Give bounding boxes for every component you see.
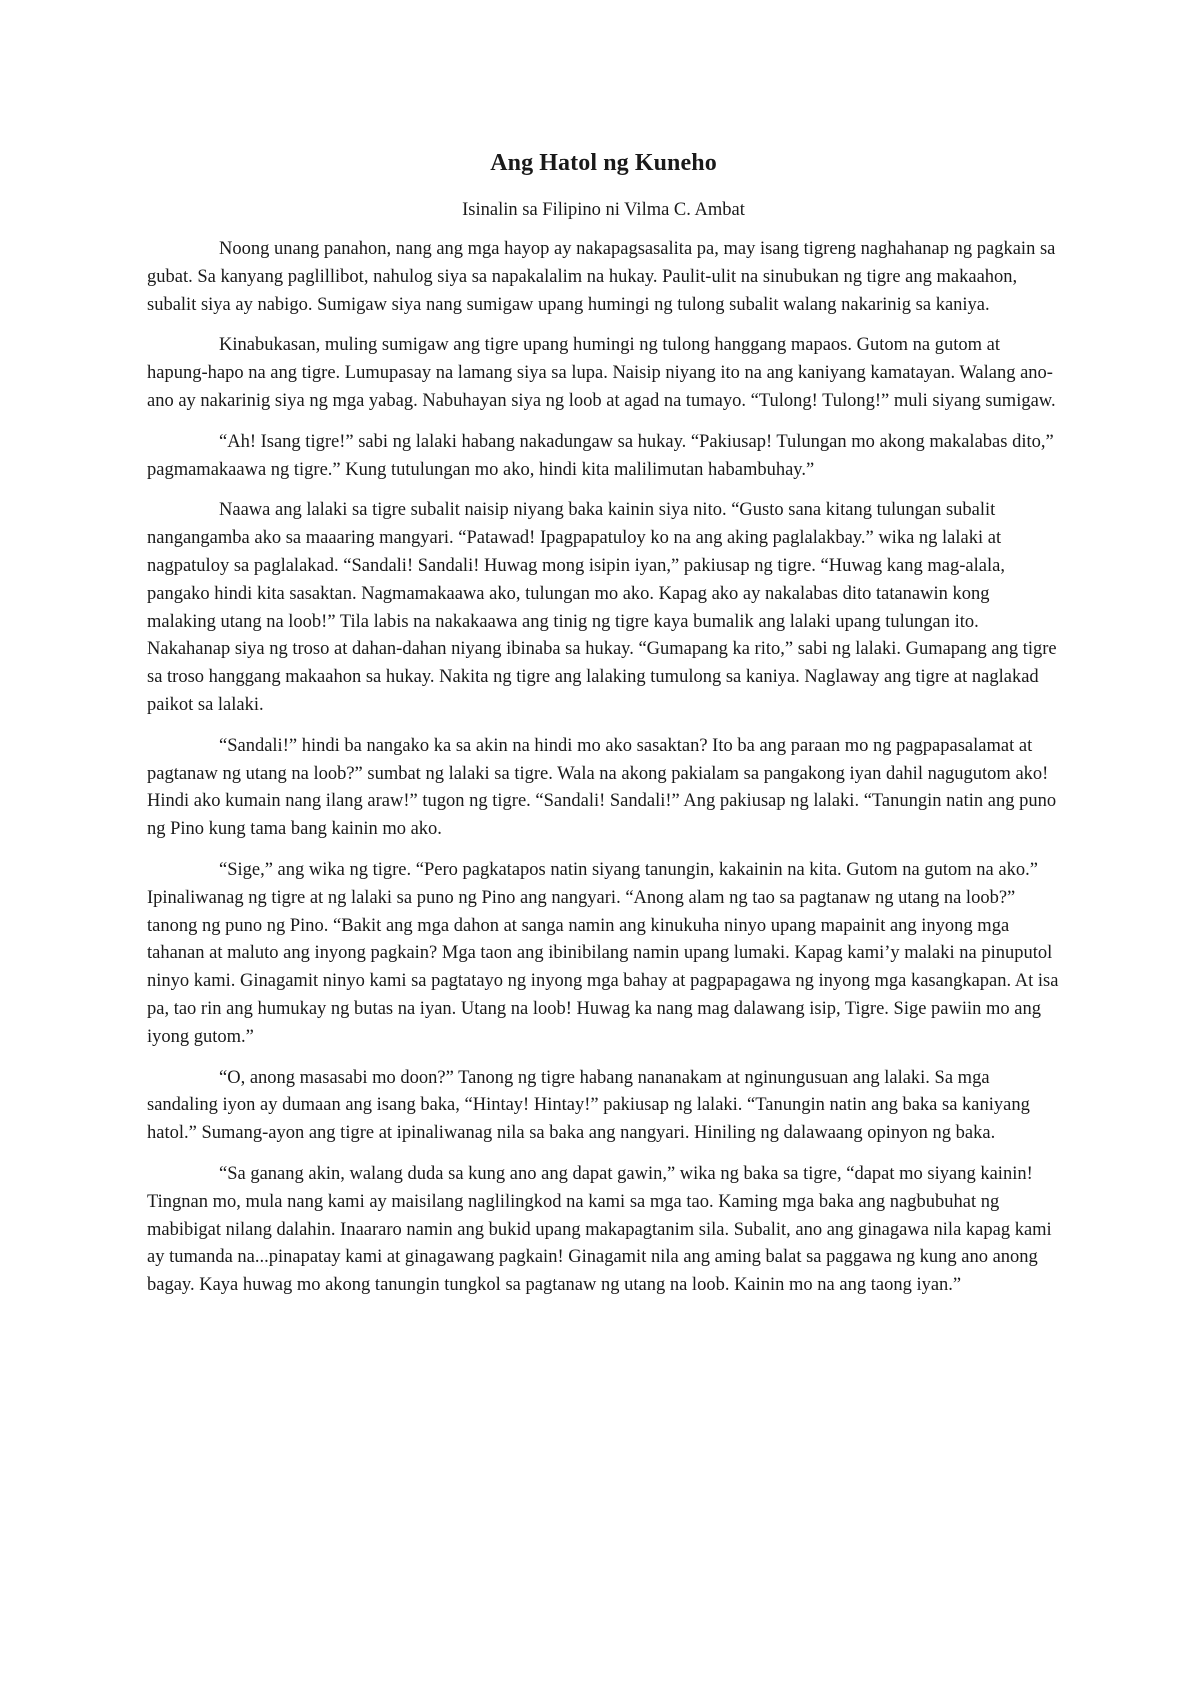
document-title: Ang Hatol ng Kuneho xyxy=(490,150,717,176)
paragraph: “Ah! Isang tigre!” sabi ng lalaki habang nakadungaw sa hukay. “Pakiusap! Tulungan mo akong makalabas dito,” pagmamakaawa ng tigre.” Kung tutulungan mo ako, hindi kita malilimutan habambuhay.” xyxy=(147,431,1054,480)
paragraph: Naawa ang lalaki sa tigre subalit naisip niyang baka kainin siya nito. “Gusto sana kitang tulungan subalit nangangamba ako sa maaaring mangyari. “Patawad! Ipagpapatuloy ko na ang aking paglalakbay.” wika ng lalaki at nagpatuloy sa paglalakad. “Sandali! Sandali! Huwag mong isipin iyan,” pakiusap ng tigre. “Huwag kang mag-alala, pangako hindi kita sasaktan. Nagmamakaawa ako, tulungan mo ako. Kapag ako ay nakalabas dito tatanawin kong malaking utang na loob!” Tila labis na nakakaawa ang tinig ng tigre kaya bumalik ang lalaki upang tulungan ito. Nakahanap siya ng troso at dahan-dahan niyang ibinaba sa hukay. “Gumapang ka rito,” sabi ng lalaki. Gumapang ang tigre sa troso hanggang makaahon sa hukay. Nakita ng tigre ang lalaking tumulong sa kaniya. Naglaway ang tigre at naglakad paikot sa lalaki. xyxy=(147,500,1057,715)
document-body xyxy=(147,236,1060,1300)
paragraph: “Sige,” ang wika ng tigre. “Pero pagkatapos natin siyang tanungin, kakainin na kita. Gutom na gutom na ako.” Ipinaliwanag ng tigre at ng lalaki sa puno ng Pino ang nangyari. “Anong alam ng tao sa pagtanaw ng utang na loob?” tanong ng puno ng Pino. “Bakit ang mga dahon at sanga namin ang kinukuha ninyo upang mapainit ang inyong mga tahanan at maluto ang inyong pagkain? Mga taon ang ibinibilang namin upang lumaki. Kapag kami’y malaki na pinuputol ninyo kami. Ginagamit ninyo kami sa pagtatayo ng inyong mga bahay at pagpapagawa ng inyong mga kasangkapan. At isa pa, tao rin ang humukay ng butas na iyan. Utang na loob! Huwag ka nang mag dalawang isip, Tigre. Sige pawiin mo ang iyong gutom.” xyxy=(147,859,1059,1047)
paragraph: “Sandali!” hindi ba nangako ka sa akin na hindi mo ako sasaktan? Ito ba ang paraan mo ng pagpapasalamat at pagtanaw ng utang na loob?” sumbat ng lalaki sa tigre. Wala na akong pakialam sa pangakong iyan dahil nagugutom ako! Hindi ako kumain nang ilang araw!” tugon ng tigre. “Sandali! Sandali!” Ang pakiusap ng lalaki. “Tanungin natin ang puno ng Pino kung tama bang kainin mo ako. xyxy=(147,735,1057,840)
document-subtitle: Isinalin sa Filipino ni Vilma C. Ambat xyxy=(462,200,745,220)
paragraph: “Sa ganang akin, walang duda sa kung ano ang dapat gawin,” wika ng baka sa tigre, “dapat mo siyang kainin! Tingnan mo, mula nang kami ay maisilang naglilingkod na kami sa mga tao. Kaming mga baka ang nagbubuhat ng mabibigat nilang dalahin. Inaararo namin ang bukid upang makapagtanim sila. Subalit, ano ang ginagawa nila kapag kami ay tumanda na...pinapatay kami at ginagawang pagkain! Ginagamit nila ang aming balat sa paggawa ng kung ano anong bagay. Kaya huwag mo akong tanungin tungkol sa pagtanaw ng utang na loob. Kainin mo na ang taong iyan.” xyxy=(147,1163,1052,1296)
paragraph: “O, anong masasabi mo doon?” Tanong ng tigre habang nananakam at nginungusuan ang lalaki. Sa mga sandaling iyon ay dumaan ang isang baka, “Hintay! Hintay!” pakiusap ng lalaki. “Tanungin natin ang baka sa kaniyang hatol.” Sumang-ayon ang tigre at ipinaliwanag nila sa baka ang nangyari. Hiniling ng dalawaang opinyon ng baka. xyxy=(147,1067,1030,1144)
paragraph: Noong unang panahon, nang ang mga hayop ay nakapagsasalita pa, may isang tigreng naghahanap ng pagkain sa gubat. Sa kanyang paglillibot, nahulog siya sa napakalalim na hukay. Paulit-ulit na sinubukan ng tigre ang makaahon, subalit siya ay nabigo. Sumigaw siya nang sumigaw upang humingi ng tulong subalit walang nakarinig sa kaniya. xyxy=(147,239,1056,315)
paragraph: Kinabukasan, muling sumigaw ang tigre upang humingi ng tulong hanggang mapaos. Gutom na gutom at hapung-hapo na ang tigre. Lumupasay na lamang siya sa lupa. Naisip niyang ito na ang kaniyang kamatayan. Walang ano-ano ay nakarinig siya ng mga yabag. Nabuhayan siya ng loob at agad na tumayo. “Tulong! Tulong!” muli siyang sumigaw. xyxy=(147,335,1056,411)
